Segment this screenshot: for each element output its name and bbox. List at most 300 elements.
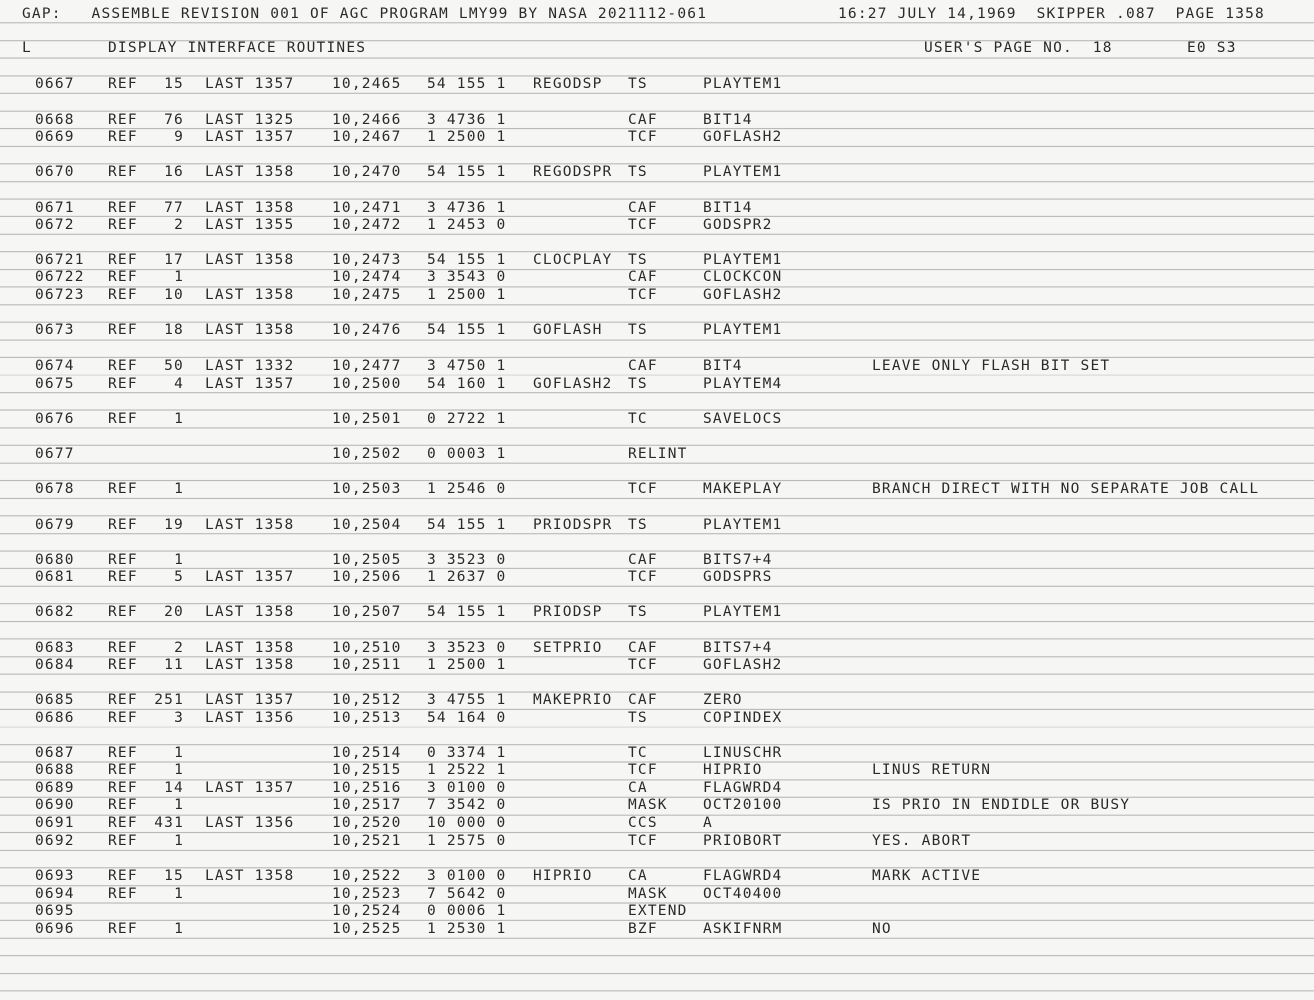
memory-address: 10,2514 — [332, 745, 402, 761]
operand: PLAYTEM1 — [703, 322, 783, 338]
listing-row — [0, 481, 1314, 499]
memory-address: 10,2525 — [332, 921, 402, 937]
memory-address: 10,2476 — [332, 322, 402, 338]
octal-code: 10 000 0 — [427, 815, 507, 831]
comment: BRANCH DIRECT WITH NO SEPARATE JOB CALL — [872, 481, 1260, 497]
memory-address: 10,2520 — [332, 815, 402, 831]
ref-count: 15 — [164, 868, 184, 884]
ref-tag: REF — [108, 745, 138, 761]
sequence-number: 0694 — [35, 886, 75, 902]
section-code: E0 S3 — [1187, 40, 1237, 56]
opcode: TC — [628, 745, 648, 761]
listing-row — [0, 886, 1314, 904]
ref-tag: REF — [108, 569, 138, 585]
memory-address: 10,2510 — [332, 640, 402, 656]
octal-code: 7 5642 0 — [427, 886, 507, 902]
ref-tag: REF — [108, 921, 138, 937]
ref-tag: REF — [108, 129, 138, 145]
operand: GOFLASH2 — [703, 129, 783, 145]
octal-code: 54 155 1 — [427, 604, 507, 620]
sequence-number: 0695 — [35, 903, 75, 919]
last-reference: LAST 1357 — [205, 376, 295, 392]
octal-code: 54 160 1 — [427, 376, 507, 392]
opcode: TS — [628, 517, 648, 533]
comment: MARK ACTIVE — [872, 868, 982, 884]
octal-code: 3 3523 0 — [427, 552, 507, 568]
opcode: RELINT — [628, 446, 688, 462]
sequence-number: 0692 — [35, 833, 75, 849]
operand: GOFLASH2 — [703, 657, 783, 673]
ref-tag: REF — [108, 815, 138, 831]
memory-address: 10,2522 — [332, 868, 402, 884]
ref-tag: REF — [108, 376, 138, 392]
last-reference: LAST 1357 — [205, 76, 295, 92]
ref-count: 3 — [174, 710, 184, 726]
sequence-number: 0674 — [35, 358, 75, 374]
ref-count: 431 — [154, 815, 184, 831]
ref-count: 1 — [174, 886, 184, 902]
operand: OCT20100 — [703, 797, 783, 813]
octal-code: 3 0100 0 — [427, 780, 507, 796]
ref-count: 251 — [154, 692, 184, 708]
memory-address: 10,2513 — [332, 710, 402, 726]
ref-tag: REF — [108, 358, 138, 374]
ref-tag: REF — [108, 833, 138, 849]
ref-tag: REF — [108, 657, 138, 673]
sequence-number: 0667 — [35, 76, 75, 92]
octal-code: 1 2546 0 — [427, 481, 507, 497]
ref-tag: REF — [108, 552, 138, 568]
opcode: TS — [628, 76, 648, 92]
ref-count: 1 — [174, 745, 184, 761]
listing-row — [0, 217, 1314, 235]
octal-code: 3 3523 0 — [427, 640, 507, 656]
sequence-number: 0669 — [35, 129, 75, 145]
opcode: CAF — [628, 640, 658, 656]
octal-code: 1 2500 1 — [427, 129, 507, 145]
opcode: TCF — [628, 657, 658, 673]
last-reference: LAST 1355 — [205, 217, 295, 233]
sequence-number: 0676 — [35, 411, 75, 427]
opcode: TCF — [628, 129, 658, 145]
ref-tag: REF — [108, 252, 138, 268]
operand: BIT4 — [703, 358, 743, 374]
ref-tag: REF — [108, 797, 138, 813]
ref-count: 15 — [164, 76, 184, 92]
memory-address: 10,2504 — [332, 517, 402, 533]
last-reference: LAST 1358 — [205, 517, 295, 533]
last-reference: LAST 1332 — [205, 358, 295, 374]
opcode: CAF — [628, 552, 658, 568]
ref-count: 4 — [174, 376, 184, 392]
last-reference: LAST 1358 — [205, 868, 295, 884]
user-page-number: USER'S PAGE NO. 18 — [924, 40, 1113, 56]
last-reference: LAST 1358 — [205, 164, 295, 180]
opcode: TS — [628, 710, 648, 726]
sequence-number: 0673 — [35, 322, 75, 338]
memory-address: 10,2506 — [332, 569, 402, 585]
opcode: TS — [628, 322, 648, 338]
comment: YES. ABORT — [872, 833, 972, 849]
symbol-label: REGODSP — [533, 76, 603, 92]
comment: IS PRIO IN ENDIDLE OR BUSY — [872, 797, 1131, 813]
listing-row — [0, 112, 1314, 130]
operand: BITS7+4 — [703, 552, 773, 568]
comment: LINUS RETURN — [872, 762, 992, 778]
sequence-number: 0685 — [35, 692, 75, 708]
ref-count: 1 — [174, 921, 184, 937]
operand: PLAYTEM1 — [703, 76, 783, 92]
octal-code: 1 2453 0 — [427, 217, 507, 233]
last-reference: LAST 1357 — [205, 692, 295, 708]
opcode: CAF — [628, 200, 658, 216]
sequence-number: 0680 — [35, 552, 75, 568]
ref-count: 11 — [164, 657, 184, 673]
octal-code: 54 155 1 — [427, 164, 507, 180]
opcode: CA — [628, 868, 648, 884]
last-reference: LAST 1357 — [205, 569, 295, 585]
symbol-label: PRIODSP — [533, 604, 603, 620]
listing-row — [0, 287, 1314, 305]
ref-count: 1 — [174, 411, 184, 427]
ref-count: 17 — [164, 252, 184, 268]
ref-count: 77 — [164, 200, 184, 216]
ref-tag: REF — [108, 481, 138, 497]
listing-row — [0, 252, 1314, 270]
ref-count: 1 — [174, 762, 184, 778]
octal-code: 54 164 0 — [427, 710, 507, 726]
ref-count: 2 — [174, 640, 184, 656]
memory-address: 10,2471 — [332, 200, 402, 216]
octal-code: 3 4736 1 — [427, 200, 507, 216]
opcode: CCS — [628, 815, 658, 831]
symbol-label: MAKEPRIO — [533, 692, 613, 708]
sequence-number: 0677 — [35, 446, 75, 462]
ref-tag: REF — [108, 640, 138, 656]
octal-code: 7 3542 0 — [427, 797, 507, 813]
sequence-number: 06723 — [35, 287, 85, 303]
symbol-label: SETPRIO — [533, 640, 603, 656]
sequence-number: 0684 — [35, 657, 75, 673]
octal-code: 0 2722 1 — [427, 411, 507, 427]
ref-tag: REF — [108, 411, 138, 427]
sequence-number: 0678 — [35, 481, 75, 497]
listing-row — [0, 552, 1314, 570]
memory-address: 10,2501 — [332, 411, 402, 427]
ref-count: 10 — [164, 287, 184, 303]
octal-code: 0 0006 1 — [427, 903, 507, 919]
listing-row — [0, 921, 1314, 939]
sequence-number: 0686 — [35, 710, 75, 726]
ref-count: 19 — [164, 517, 184, 533]
sequence-number: 0687 — [35, 745, 75, 761]
sequence-number: 0693 — [35, 868, 75, 884]
opcode: CAF — [628, 692, 658, 708]
octal-code: 1 2530 1 — [427, 921, 507, 937]
operand: SAVELOCS — [703, 411, 783, 427]
last-reference: LAST 1356 — [205, 815, 295, 831]
ref-tag: REF — [108, 517, 138, 533]
operand: OCT40400 — [703, 886, 783, 902]
listing-row — [0, 322, 1314, 340]
listing-row — [0, 129, 1314, 147]
listing-row — [0, 358, 1314, 376]
opcode: TS — [628, 376, 648, 392]
octal-code: 3 3543 0 — [427, 269, 507, 285]
operand: FLAGWRD4 — [703, 868, 783, 884]
opcode: CAF — [628, 358, 658, 374]
operand: A — [703, 815, 713, 831]
listing-row — [0, 797, 1314, 815]
listing-row — [0, 815, 1314, 833]
memory-address: 10,2477 — [332, 358, 402, 374]
octal-code: 3 0100 0 — [427, 868, 507, 884]
symbol-label: PRIODSPR — [533, 517, 613, 533]
operand: GODSPR2 — [703, 217, 773, 233]
sequence-number: 0688 — [35, 762, 75, 778]
last-reference: LAST 1358 — [205, 200, 295, 216]
symbol-label: HIPRIO — [533, 868, 593, 884]
memory-address: 10,2472 — [332, 217, 402, 233]
ref-tag: REF — [108, 287, 138, 303]
ref-count: 1 — [174, 833, 184, 849]
memory-address: 10,2467 — [332, 129, 402, 145]
ref-tag: REF — [108, 710, 138, 726]
memory-address: 10,2516 — [332, 780, 402, 796]
memory-address: 10,2511 — [332, 657, 402, 673]
sequence-number: 0679 — [35, 517, 75, 533]
operand: PRIOBORT — [703, 833, 783, 849]
octal-code: 0 3374 1 — [427, 745, 507, 761]
octal-code: 1 2500 1 — [427, 657, 507, 673]
memory-address: 10,2512 — [332, 692, 402, 708]
ref-tag: REF — [108, 200, 138, 216]
memory-address: 10,2503 — [332, 481, 402, 497]
last-reference: LAST 1358 — [205, 604, 295, 620]
memory-address: 10,2523 — [332, 886, 402, 902]
listing-row — [0, 710, 1314, 728]
listing-row — [0, 692, 1314, 710]
ref-count: 16 — [164, 164, 184, 180]
memory-address: 10,2470 — [332, 164, 402, 180]
ref-tag: REF — [108, 217, 138, 233]
listing-row — [0, 411, 1314, 429]
ref-tag: REF — [108, 762, 138, 778]
operand: LINUSCHR — [703, 745, 783, 761]
operand: COPINDEX — [703, 710, 783, 726]
last-reference: LAST 1356 — [205, 710, 295, 726]
ref-tag: REF — [108, 112, 138, 128]
octal-code: 0 0003 1 — [427, 446, 507, 462]
memory-address: 10,2524 — [332, 903, 402, 919]
comment: NO — [872, 921, 892, 937]
octal-code: 3 4755 1 — [427, 692, 507, 708]
last-reference: LAST 1358 — [205, 640, 295, 656]
header-timestamp: 16:27 JULY 14,1969 SKIPPER .087 PAGE 1358 — [838, 6, 1265, 22]
operand: CLOCKCON — [703, 269, 783, 285]
operand: BIT14 — [703, 112, 753, 128]
sequence-number: 0683 — [35, 640, 75, 656]
listing-row — [0, 903, 1314, 921]
operand: GOFLASH2 — [703, 287, 783, 303]
memory-address: 10,2517 — [332, 797, 402, 813]
memory-address: 10,2507 — [332, 604, 402, 620]
opcode: MASK — [628, 797, 668, 813]
sequence-number: 0696 — [35, 921, 75, 937]
listing-row — [0, 76, 1314, 94]
opcode: TCF — [628, 287, 658, 303]
ref-tag: REF — [108, 780, 138, 796]
comment: LEAVE ONLY FLASH BIT SET — [872, 358, 1111, 374]
listing-row — [0, 569, 1314, 587]
ref-tag: REF — [108, 868, 138, 884]
operand: ZERO — [703, 692, 743, 708]
listing-row — [0, 604, 1314, 622]
sequence-number: 0668 — [35, 112, 75, 128]
operand: PLAYTEM1 — [703, 517, 783, 533]
operand: MAKEPLAY — [703, 481, 783, 497]
operand: GODSPRS — [703, 569, 773, 585]
listing-row — [0, 164, 1314, 182]
memory-address: 10,2475 — [332, 287, 402, 303]
opcode: TCF — [628, 833, 658, 849]
symbol-label: REGODSPR — [533, 164, 613, 180]
octal-code: 1 2575 0 — [427, 833, 507, 849]
opcode: TS — [628, 604, 648, 620]
octal-code: 3 4736 1 — [427, 112, 507, 128]
ref-tag: REF — [108, 692, 138, 708]
ref-count: 1 — [174, 269, 184, 285]
operand: PLAYTEM1 — [703, 164, 783, 180]
listing-row — [0, 745, 1314, 763]
listing-row — [0, 640, 1314, 658]
last-reference: LAST 1357 — [205, 780, 295, 796]
opcode: TCF — [628, 217, 658, 233]
memory-address: 10,2515 — [332, 762, 402, 778]
ref-count: 50 — [164, 358, 184, 374]
listing-row — [0, 657, 1314, 675]
last-reference: LAST 1325 — [205, 112, 295, 128]
ref-count: 76 — [164, 112, 184, 128]
octal-code: 1 2637 0 — [427, 569, 507, 585]
symbol-label: GOFLASH2 — [533, 376, 613, 392]
listing-row — [0, 780, 1314, 798]
octal-code: 54 155 1 — [427, 252, 507, 268]
last-reference: LAST 1358 — [205, 322, 295, 338]
operand: ASKIFNRM — [703, 921, 783, 937]
listing-row — [0, 200, 1314, 218]
octal-code: 1 2522 1 — [427, 762, 507, 778]
listing-row — [0, 762, 1314, 780]
octal-code: 3 4750 1 — [427, 358, 507, 374]
ref-count: 5 — [174, 569, 184, 585]
opcode: EXTEND — [628, 903, 688, 919]
ref-count: 1 — [174, 481, 184, 497]
symbol-label: CLOCPLAY — [533, 252, 613, 268]
opcode: TS — [628, 164, 648, 180]
section-title: DISPLAY INTERFACE ROUTINES — [108, 40, 367, 56]
opcode: CAF — [628, 112, 658, 128]
last-reference: LAST 1357 — [205, 129, 295, 145]
octal-code: 54 155 1 — [427, 322, 507, 338]
sequence-number: 06721 — [35, 252, 85, 268]
operand: BITS7+4 — [703, 640, 773, 656]
opcode: TS — [628, 252, 648, 268]
sequence-number: 0670 — [35, 164, 75, 180]
listing-row — [0, 446, 1314, 464]
opcode: CA — [628, 780, 648, 796]
memory-address: 10,2466 — [332, 112, 402, 128]
operand: PLAYTEM4 — [703, 376, 783, 392]
sequence-number: 0672 — [35, 217, 75, 233]
opcode: CAF — [628, 269, 658, 285]
ref-count: 1 — [174, 552, 184, 568]
ref-count: 2 — [174, 217, 184, 233]
symbol-label: GOFLASH — [533, 322, 603, 338]
opcode: MASK — [628, 886, 668, 902]
listing-row — [0, 376, 1314, 394]
last-reference: LAST 1358 — [205, 287, 295, 303]
operand: FLAGWRD4 — [703, 780, 783, 796]
ref-tag: REF — [108, 886, 138, 902]
listing-row — [0, 868, 1314, 886]
opcode: TCF — [628, 569, 658, 585]
sequence-number: 0681 — [35, 569, 75, 585]
ref-count: 20 — [164, 604, 184, 620]
sequence-number: 0689 — [35, 780, 75, 796]
header-title: GAP: ASSEMBLE REVISION 001 OF AGC PROGRAM LMY99 BY NASA 2021112-061 — [22, 6, 708, 22]
octal-code: 1 2500 1 — [427, 287, 507, 303]
operand: BIT14 — [703, 200, 753, 216]
memory-address: 10,2465 — [332, 76, 402, 92]
sequence-number: 0691 — [35, 815, 75, 831]
octal-code: 54 155 1 — [427, 76, 507, 92]
listing-row — [0, 517, 1314, 535]
last-reference: LAST 1358 — [205, 657, 295, 673]
opcode: TCF — [628, 762, 658, 778]
memory-address: 10,2473 — [332, 252, 402, 268]
section-marker: L — [22, 40, 32, 56]
memory-address: 10,2505 — [332, 552, 402, 568]
sequence-number: 0671 — [35, 200, 75, 216]
ref-tag: REF — [108, 604, 138, 620]
ref-count: 18 — [164, 322, 184, 338]
opcode: TC — [628, 411, 648, 427]
opcode: BZF — [628, 921, 658, 937]
sequence-number: 0682 — [35, 604, 75, 620]
sequence-number: 06722 — [35, 269, 85, 285]
ref-count: 14 — [164, 780, 184, 796]
listing-row — [0, 269, 1314, 287]
ref-count: 1 — [174, 797, 184, 813]
memory-address: 10,2521 — [332, 833, 402, 849]
ref-tag: REF — [108, 76, 138, 92]
sequence-number: 0675 — [35, 376, 75, 392]
memory-address: 10,2500 — [332, 376, 402, 392]
operand: PLAYTEM1 — [703, 604, 783, 620]
ref-tag: REF — [108, 164, 138, 180]
operand: PLAYTEM1 — [703, 252, 783, 268]
sequence-number: 0690 — [35, 797, 75, 813]
memory-address: 10,2474 — [332, 269, 402, 285]
ref-tag: REF — [108, 269, 138, 285]
ref-count: 9 — [174, 129, 184, 145]
last-reference: LAST 1358 — [205, 252, 295, 268]
listing-row — [0, 833, 1314, 851]
memory-address: 10,2502 — [332, 446, 402, 462]
ref-tag: REF — [108, 322, 138, 338]
opcode: TCF — [628, 481, 658, 497]
